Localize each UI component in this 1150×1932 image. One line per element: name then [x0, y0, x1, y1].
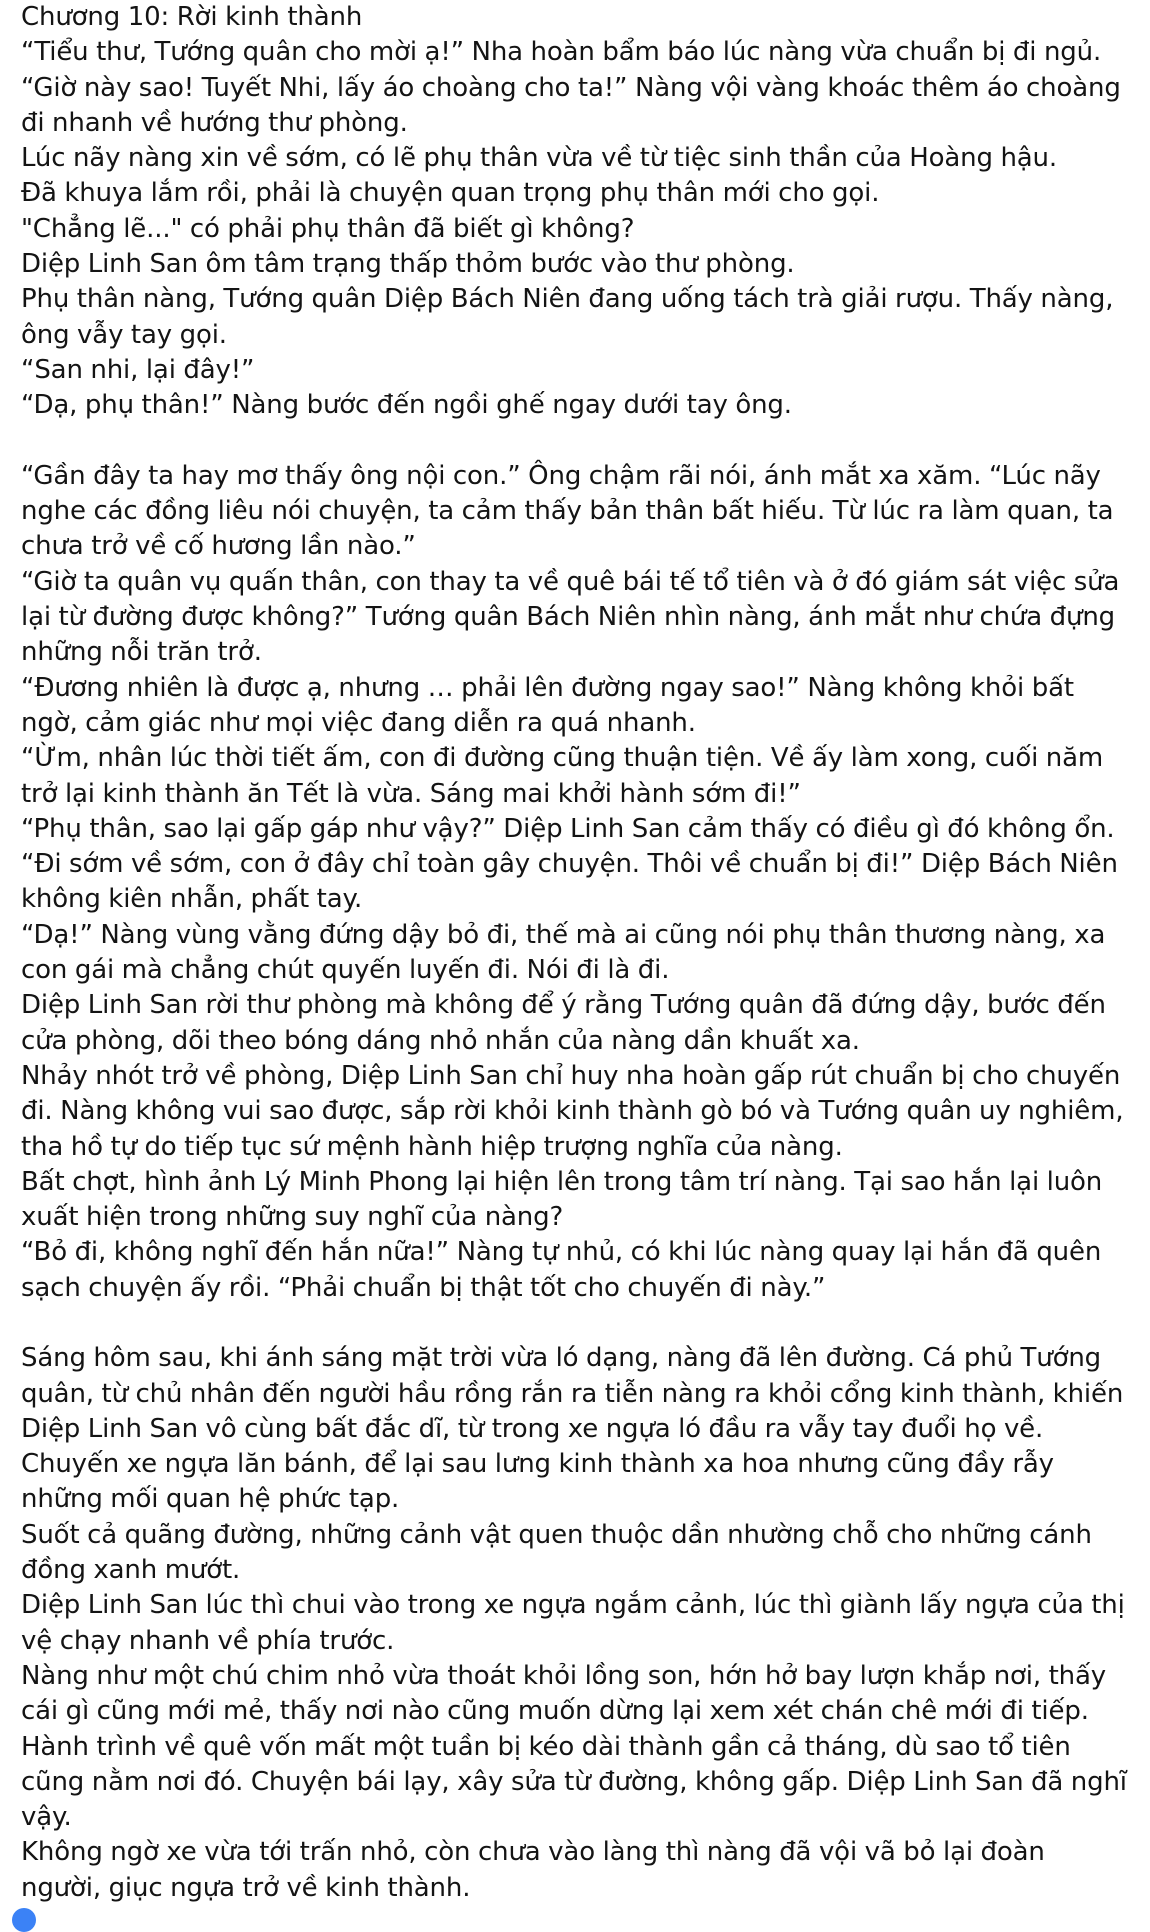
- text-line: ông vẫy tay gọi.: [21, 319, 227, 350]
- text-line: không kiên nhẫn, phất tay.: [21, 884, 363, 915]
- text-line: cửa phòng, dõi theo bóng dáng nhỏ nhắn của nàng dần khuất xa.: [21, 1025, 860, 1056]
- text-line: những nỗi trăn trở.: [21, 637, 262, 668]
- text-line: Diệp Linh San lúc thì chui vào trong xe ngựa ngắm cảnh, lúc thì giành lấy ngựa của thị: [21, 1590, 1125, 1621]
- text-line: Phụ thân nàng, Tướng quân Diệp Bách Niên đang uống tách trà giải rượu. Thấy nàng,: [21, 284, 1114, 315]
- text-line: “Dạ, phụ thân!” Nàng bước đến ngồi ghế ngay dưới tay ông.: [21, 390, 792, 421]
- text-line: “Phụ thân, sao lại gấp gáp như vậy?” Diệp Linh San cảm thấy có điều gì đó không ổn.: [21, 813, 1115, 844]
- text-line: “Dạ!” Nàng vùng vằng đứng dậy bỏ đi, thế mà ai cũng nói phụ thân thương nàng, xa: [21, 919, 1106, 950]
- chapter-title: Chương 10: Rời kinh thành: [21, 2, 363, 32]
- text-line: Chuyến xe ngựa lăn bánh, để lại sau lưng kinh thành xa hoa nhưng cũng đầy rẫy: [21, 1449, 1054, 1480]
- text-line: Diệp Linh San rời thư phòng mà không để ý rằng Tướng quân đã đứng dậy, bước đến: [21, 990, 1106, 1021]
- text-line: Diệp Linh San ôm tâm trạng thấp thỏm bước vào thư phòng.: [21, 249, 795, 280]
- corner-badge-icon: [12, 1908, 36, 1932]
- text-line: Hành trình về quê vốn mất một tuần bị kéo dài thành gần cả tháng, dù sao tổ tiên: [21, 1731, 1071, 1762]
- text-line: đi nhanh về hướng thư phòng.: [21, 107, 408, 138]
- text-line: "Chẳng lẽ..." có phải phụ thân đã biết gì không?: [21, 213, 635, 244]
- text-line: sạch chuyện ấy rồi. “Phải chuẩn bị thật tốt cho chuyến đi này.”: [21, 1272, 826, 1303]
- text-line: Bất chợt, hình ảnh Lý Minh Phong lại hiện lên trong tâm trí nàng. Tại sao hắn lại luôn: [21, 1166, 1103, 1197]
- text-line: vệ chạy nhanh về phía trước.: [21, 1625, 395, 1656]
- text-line: “San nhi, lại đây!”: [21, 354, 255, 385]
- text-line: cũng nằm nơi đó. Chuyện bái lạy, xây sửa từ đường, không gấp. Diệp Linh San đã nghĩ: [21, 1766, 1127, 1797]
- text-line: vậy.: [21, 1802, 72, 1833]
- text-line: Không ngờ xe vừa tới trấn nhỏ, còn chưa vào làng thì nàng đã vội vã bỏ lại đoàn: [21, 1837, 1045, 1868]
- text-line: “Đi sớm về sớm, con ở đây chỉ toàn gây chuyện. Thôi về chuẩn bị đi!” Diệp Bách Niên: [21, 849, 1118, 880]
- text-line: Sáng hôm sau, khi ánh sáng mặt trời vừa ló dạng, nàng đã lên đường. Cá phủ Tướng: [21, 1343, 1102, 1374]
- text-line: “Ừm, nhân lúc thời tiết ấm, con đi đường cũng thuận tiện. Về ấy làm xong, cuối năm: [21, 743, 1104, 774]
- chapter-text: [21, 0, 1133, 1906]
- text-line: Suốt cả quãng đường, những cảnh vật quen thuộc dần nhường chỗ cho những cánh: [21, 1519, 1092, 1550]
- text-line: “Tiểu thư, Tướng quân cho mời ạ!” Nha hoàn bẩm báo lúc nàng vừa chuẩn bị đi ngủ.: [21, 37, 1102, 68]
- text-line: “Bỏ đi, không nghĩ đến hắn nữa!” Nàng tự nhủ, có khi lúc nàng quay lại hắn đã quên: [21, 1237, 1102, 1268]
- text-line: nghe các đồng liêu nói chuyện, ta cảm thấy bản thân bất hiếu. Từ lúc ra làm quan, ta: [21, 496, 1114, 527]
- text-line: Lúc nãy nàng xin về sớm, có lẽ phụ thân vừa về từ tiệc sinh thần của Hoàng hậu.: [21, 143, 1057, 174]
- text-line: người, giục ngựa trở về kinh thành.: [21, 1872, 471, 1903]
- text-line: “Giờ này sao! Tuyết Nhi, lấy áo choàng cho ta!” Nàng vội vàng khoác thêm áo choàng: [21, 72, 1121, 103]
- text-line: Nhảy nhót trở về phòng, Diệp Linh San chỉ huy nha hoàn gấp rút chuẩn bị cho chuyến: [21, 1060, 1121, 1091]
- text-line: xuất hiện trong những suy nghĩ của nàng?: [21, 1202, 564, 1233]
- text-line: lại từ đường được không?” Tướng quân Bách Niên nhìn nàng, ánh mắt như chứa đựng: [21, 602, 1116, 633]
- text-line: những mối quan hệ phức tạp.: [21, 1484, 400, 1515]
- text-line: đồng xanh mướt.: [21, 1555, 241, 1586]
- text-line: ngờ, cảm giác như mọi việc đang diễn ra quá nhanh.: [21, 707, 696, 738]
- text-line: tha hồ tự do tiếp tục sứ mệnh hành hiệp trượng nghĩa của nàng.: [21, 1131, 843, 1162]
- text-line: con gái mà chẳng chút quyến luyến đi. Nói đi là đi.: [21, 955, 670, 986]
- text-line: “Giờ ta quân vụ quấn thân, con thay ta về quê bái tế tổ tiên và ở đó giám sát việc sửa: [21, 566, 1120, 597]
- text-line: Nàng như một chú chim nhỏ vừa thoát khỏi lồng son, hớn hở bay lượn khắp nơi, thấy: [21, 1660, 1106, 1691]
- text-line: “Đương nhiên là được ạ, nhưng … phải lên đường ngay sao!” Nàng không khỏi bất: [21, 672, 1074, 703]
- text-line: trở lại kinh thành ăn Tết là vừa. Sáng mai khởi hành sớm đi!”: [21, 778, 801, 809]
- text-line: đi. Nàng không vui sao được, sắp rời khỏi kinh thành gò bó và Tướng quân uy nghiêm,: [21, 1096, 1124, 1127]
- text-line: “Gần đây ta hay mơ thấy ông nội con.” Ông chậm rãi nói, ánh mắt xa xăm. “Lúc nãy: [21, 460, 1101, 491]
- text-line: cái gì cũng mới mẻ, thấy nơi nào cũng muốn dừng lại xem xét chán chê mới đi tiếp.: [21, 1696, 1089, 1727]
- text-line: quân, từ chủ nhân đến người hầu rồng rắn ra tiễn nàng ra khỏi cổng kinh thành, khiến: [21, 1378, 1124, 1409]
- paragraph-break: [21, 1306, 1133, 1341]
- paragraph-break: [21, 424, 1133, 459]
- text-line: Diệp Linh San vô cùng bất đắc dĩ, từ trong xe ngựa ló đầu ra vẫy tay đuổi họ về.: [21, 1413, 1044, 1444]
- text-line: chưa trở về cố hương lần nào.”: [21, 531, 416, 562]
- text-line: Đã khuya lắm rồi, phải là chuyện quan trọng phụ thân mới cho gọi.: [21, 178, 880, 209]
